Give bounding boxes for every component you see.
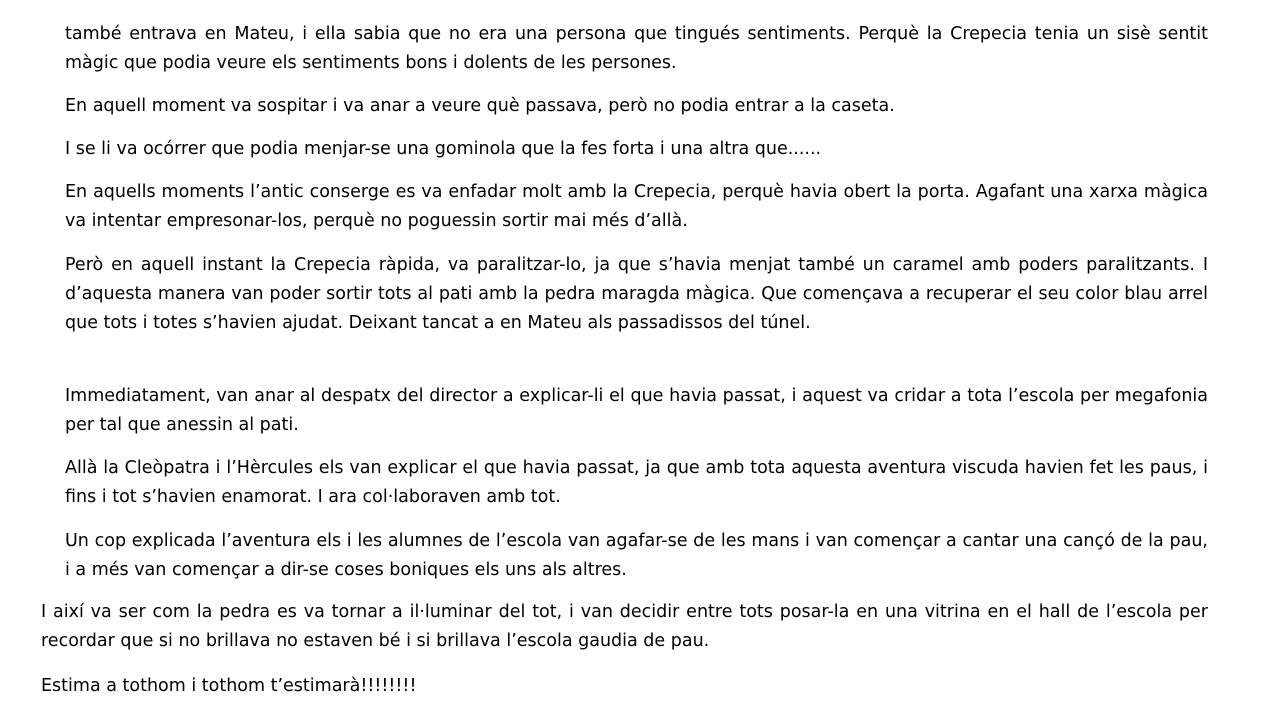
paragraph-7: Allà la Cleòpatra i l’Hèrcules els van explicar el que havia passat, ja que amb tota aquesta aventura viscuda havien fet les paus, i fins i tot s’havien enamorat. I ara col·laboraven amb tot. — [65, 458, 1208, 507]
paragraph-6: Immediatament, van anar al despatx del director a explicar-li el que havia passat, i aquest va cridar a tota l’escola per megafonia per tal que anessin al pati. — [65, 386, 1208, 435]
paragraph-1: també entrava en Mateu, i ella sabia que no era una persona que tingués sentiments. Perquè la Crepecia tenia un sisè sentit màgic que podia veure els sentiments bons i dolents de les persones. — [65, 24, 1208, 73]
paragraph-3: I se li va ocórrer que podia menjar-se una gominola que la fes forta i una altra que...... — [65, 139, 822, 159]
paragraph-8: Un cop explicada l’aventura els i les alumnes de l’escola van agafar-se de les mans i van començar a cantar una cançó de la pau, i a més van començar a dir-se coses boniques els uns als altres. — [65, 531, 1208, 580]
paragraph-9: I així va ser com la pedra es va tornar a il·luminar del tot, i van decidir entre tots posar-la en una vitrina en el hall de l’escola per recordar que si no brillava no estaven bé i si brillava l’escola gaudia de pau. — [41, 602, 1208, 651]
paragraph-5: Però en aquell instant la Crepecia ràpida, va paralitzar-lo, ja que s’havia menjat també un caramel amb poders paralitzants. I d’aquesta manera van poder sortir tots al pati amb la pedra maragda màgica. Que començava a recuperar el seu color blau arrel que tots i totes s’havien ajudat. Deixant tancat a en Mateu als passadissos del túnel. — [65, 255, 1208, 333]
paragraph-4: En aquells moments l’antic conserge es va enfadar molt amb la Crepecia, perquè havia obert la porta. Agafant una xarxa màgica va intentar empresonar-los, perquè no poguessin sortir mai més d’allà. — [65, 182, 1208, 231]
paragraph-2: En aquell moment va sospitar i va anar a veure què passava, però no podia entrar a la caseta. — [65, 96, 895, 116]
closing-line: Estima a tothom i tothom t’estimarà!!!!!!!! — [41, 676, 417, 696]
